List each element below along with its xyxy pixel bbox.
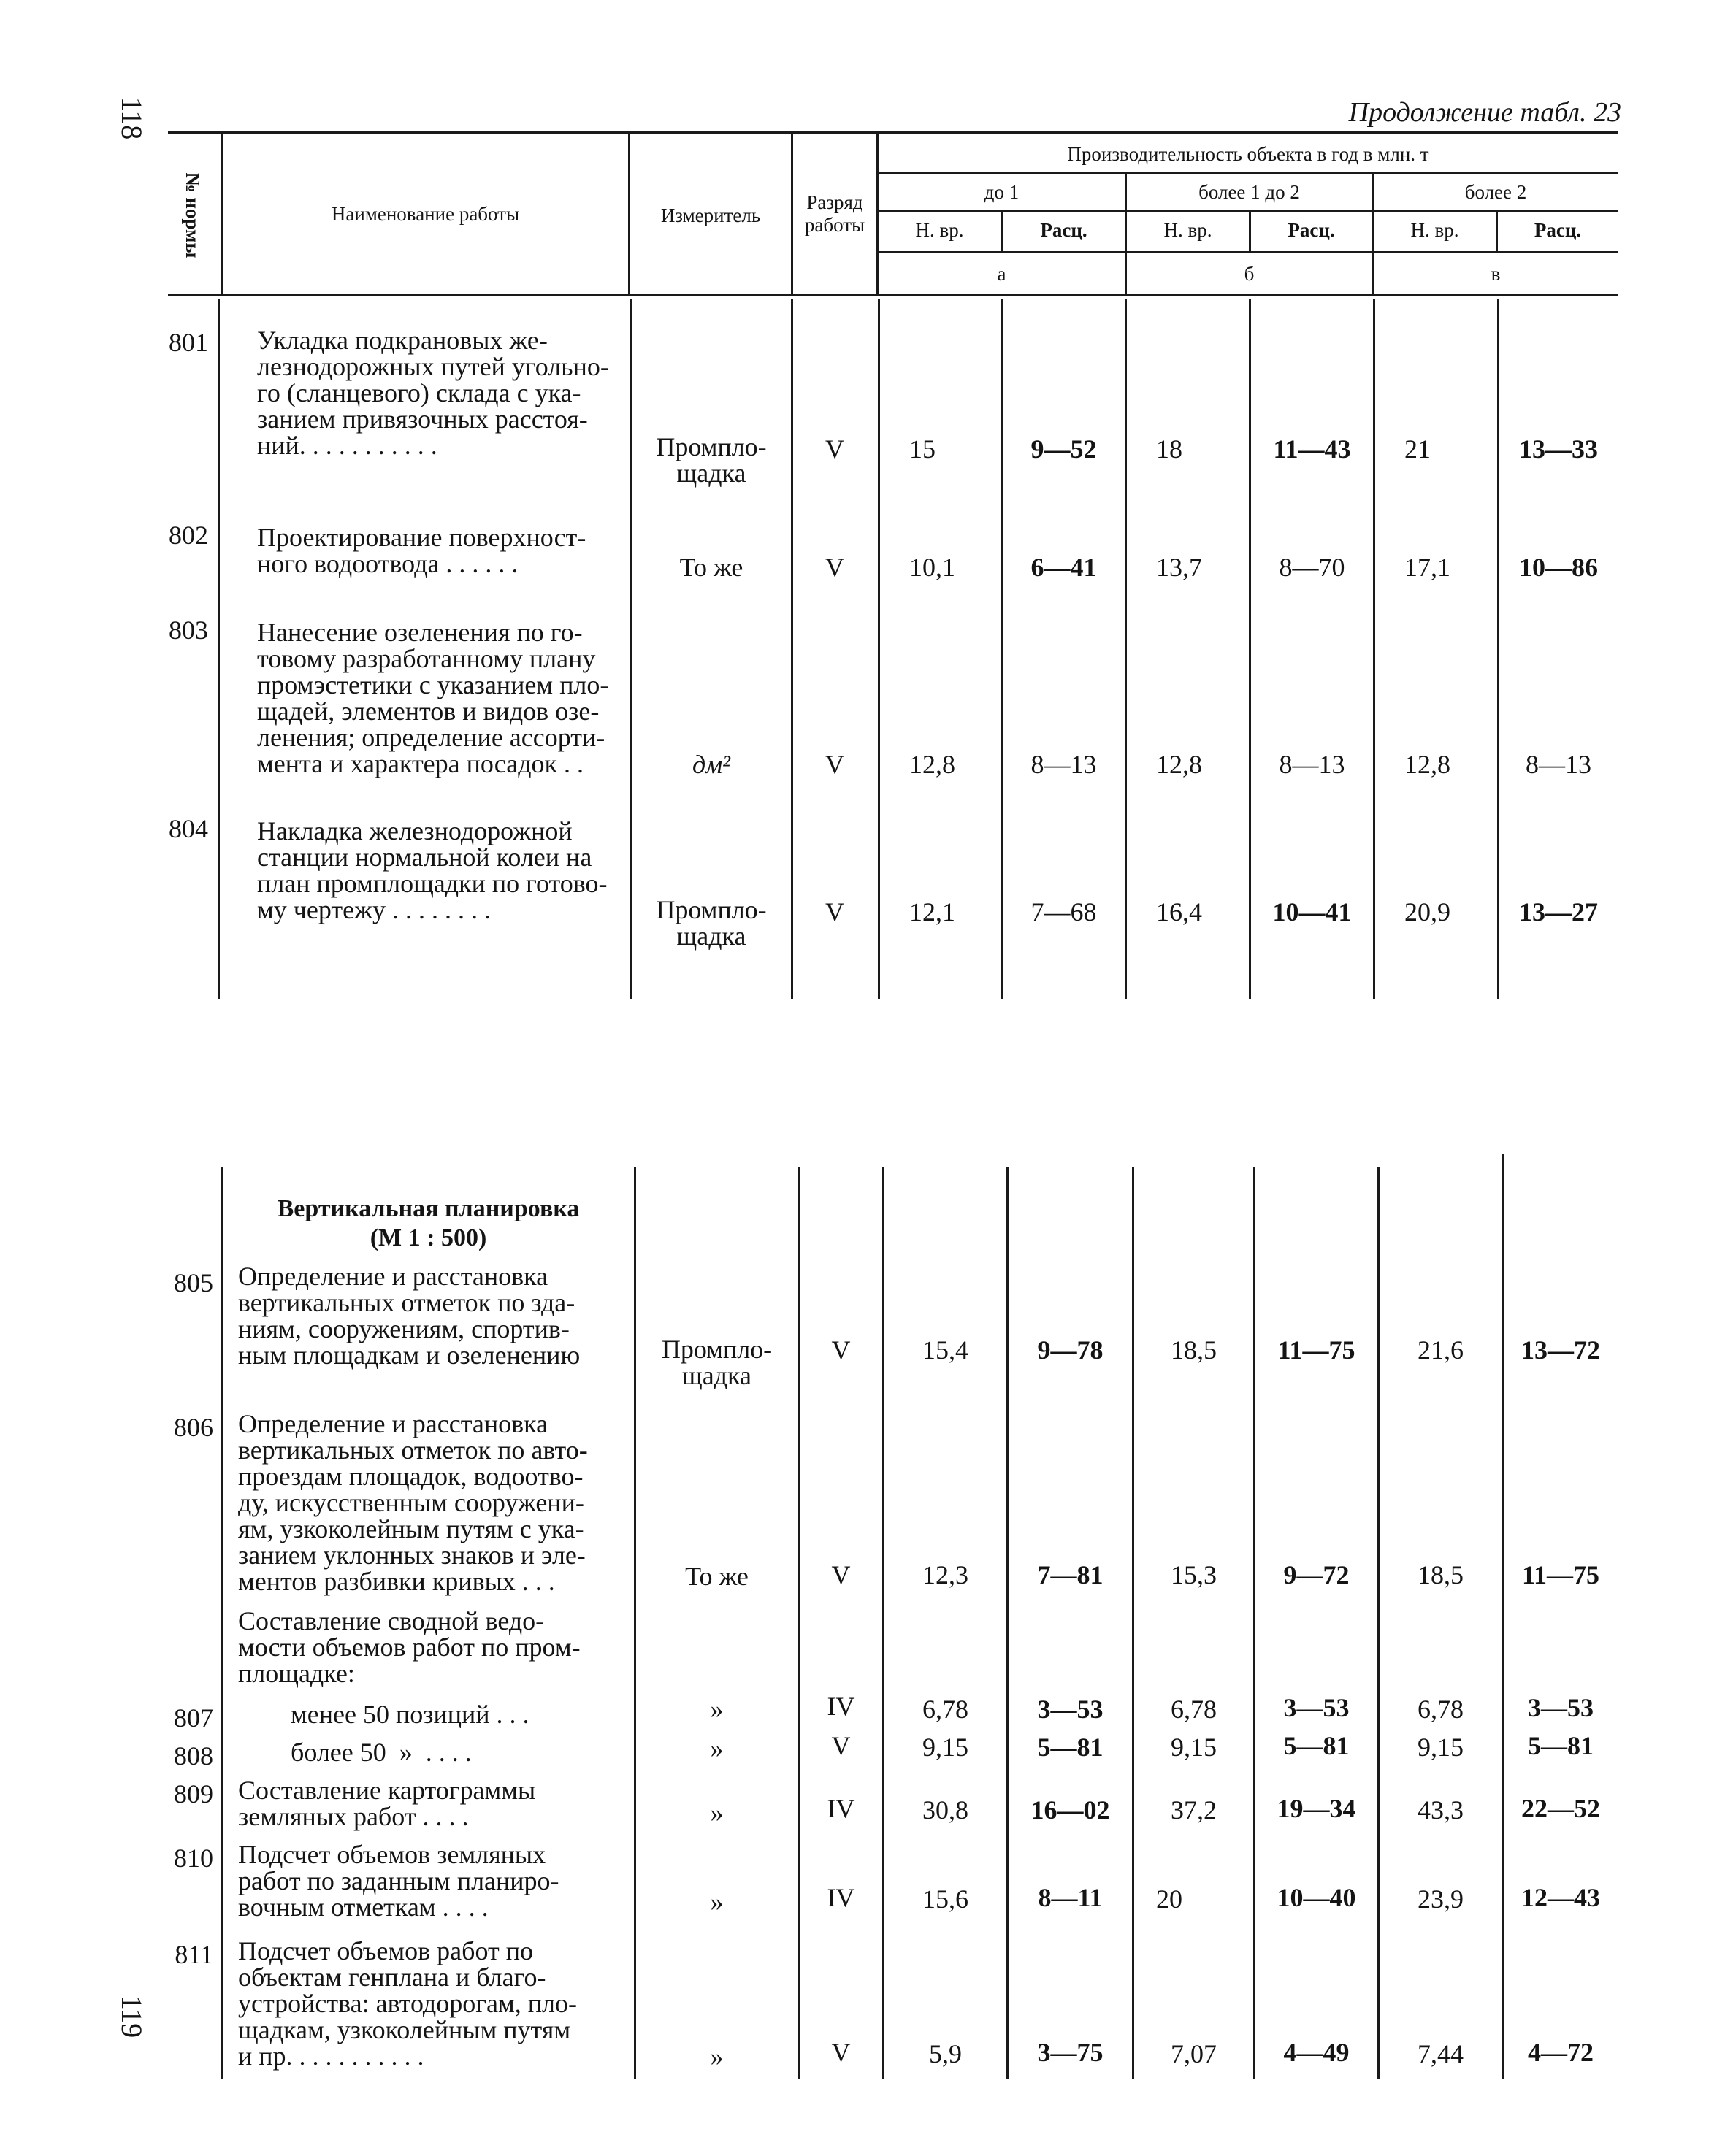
column-rule	[1377, 1167, 1380, 2079]
header-top-rule	[168, 131, 1618, 134]
norm-number: 805	[174, 1268, 213, 1297]
header-bottom-rule	[168, 294, 1618, 296]
header-sub-time: Н. вр.	[915, 219, 964, 241]
rate-a: 16—02	[1030, 1795, 1110, 1825]
rate-a: 3—75	[1037, 2038, 1104, 2067]
rate-a: 5—81	[1037, 1733, 1104, 1762]
norm-number: 801	[169, 328, 208, 357]
rate-b: 11—43	[1273, 434, 1351, 464]
header-unit: Измеритель	[660, 204, 761, 226]
rate-b: 9—72	[1283, 1560, 1350, 1589]
grade-cell: V	[831, 1731, 851, 1760]
rate-a: 7—68	[1030, 897, 1097, 927]
work-name: Составление картограммы земляных работ . . . .	[238, 1776, 536, 1831]
column-rule	[878, 299, 880, 999]
unit-cell: Промпло- щадка	[656, 895, 767, 951]
unit-cell: »	[710, 2042, 724, 2071]
header-sub-time: Н. вр.	[1410, 219, 1459, 241]
time-b: 9,15	[1171, 1733, 1217, 1762]
time-a: 12,1	[909, 897, 955, 927]
work-name: менее 50 позиций . . .	[291, 1700, 529, 1729]
header-group-2: более 1 до 2	[1198, 181, 1300, 203]
column-rule	[1373, 299, 1375, 999]
rate-c: 3—53	[1528, 1693, 1594, 1722]
rate-c: 4—72	[1528, 2038, 1594, 2067]
rate-a: 3—53	[1037, 1695, 1104, 1724]
time-c: 17,1	[1404, 553, 1450, 582]
time-b: 18,5	[1171, 1335, 1217, 1365]
grade-cell: V	[825, 750, 844, 779]
rate-c: 12—43	[1521, 1883, 1600, 1912]
time-b: 18	[1156, 434, 1182, 464]
time-b: 15,3	[1171, 1560, 1217, 1589]
norm-number: 806	[174, 1413, 213, 1442]
grade-cell: IV	[827, 1794, 855, 1823]
grade-cell: V	[831, 2038, 851, 2067]
header-group-1: до 1	[984, 181, 1020, 203]
header-letter-b: б	[1244, 263, 1255, 285]
header-group-3: более 2	[1464, 181, 1527, 203]
work-name: Подсчет объемов работ по объектам генплана и благо- устройства: автодорогам, пло- щадкам, узкоколейным путям и пр. . . . . . . . . . .	[238, 1936, 577, 2071]
time-a: 15,6	[922, 1884, 968, 1914]
norm-number: 809	[174, 1779, 213, 1808]
unit-cell: »	[710, 1887, 724, 1917]
rate-b: 8—70	[1279, 553, 1345, 582]
column-rule	[1125, 299, 1127, 999]
rate-b: 10—41	[1272, 897, 1352, 927]
rate-c: 13—72	[1521, 1335, 1600, 1365]
work-name: Нанесение озеленения по го- товому разработанному плану промэстетики с указанием пло- щадей, элементов и видов озе- ленения; определение ассорти- мента и характера посадок . .	[257, 618, 609, 778]
time-c: 12,8	[1404, 750, 1450, 779]
header-grade: Разряд работы	[804, 191, 865, 237]
time-b: 6,78	[1171, 1695, 1217, 1724]
grade-cell: V	[831, 1560, 851, 1589]
grade-cell: V	[825, 897, 844, 927]
header-sub-time: Н. вр.	[1163, 219, 1212, 241]
norm-number: 808	[174, 1741, 213, 1771]
time-b: 12,8	[1156, 750, 1202, 779]
section-title: Вертикальная планировка (М 1 : 500)	[277, 1195, 580, 1251]
time-a: 5,9	[929, 2039, 962, 2068]
time-a: 10,1	[909, 553, 955, 582]
rate-c: 22—52	[1521, 1794, 1600, 1823]
header-norm-no: № нормы	[182, 172, 204, 258]
work-name: Проектирование поверхност- ного водоотвода . . . . . .	[257, 523, 586, 578]
page-number-bottom: 119	[115, 1995, 148, 2038]
rate-b: 11—75	[1277, 1335, 1355, 1365]
unit-cell: То же	[685, 1562, 749, 1591]
column-rule	[1253, 1167, 1255, 2079]
rate-b: 4—49	[1283, 2038, 1350, 2067]
unit-cell: дм²	[692, 750, 730, 779]
time-c: 7,44	[1418, 2039, 1464, 2068]
rate-a: 9—78	[1037, 1335, 1104, 1365]
grade-cell: IV	[827, 1883, 855, 1912]
header-sub-rate: Расц.	[1288, 219, 1335, 241]
time-a: 12,3	[922, 1560, 968, 1589]
unit-cell: »	[710, 1798, 724, 1827]
unit-cell: Промпло- щадка	[656, 432, 767, 488]
norm-number: 803	[169, 615, 208, 645]
time-c: 23,9	[1418, 1884, 1464, 1914]
time-c: 21	[1404, 434, 1431, 464]
header-letter-c: в	[1491, 263, 1501, 285]
column-rule	[798, 1167, 800, 2079]
header-work-name: Наименование работы	[331, 203, 520, 225]
header-letter-a: а	[997, 263, 1006, 285]
rate-a: 8—13	[1030, 750, 1097, 779]
time-b: 16,4	[1156, 897, 1202, 927]
column-rule	[791, 299, 793, 999]
unit-cell: »	[710, 1695, 724, 1724]
norm-number: 810	[174, 1844, 213, 1873]
rate-b: 19—34	[1277, 1794, 1356, 1823]
column-rule	[1001, 299, 1003, 999]
unit-cell: То же	[679, 553, 743, 582]
time-b: 37,2	[1171, 1795, 1217, 1825]
work-name: Подсчет объемов земляных работ по заданным планиро- вочным отметкам . . . .	[238, 1840, 559, 1922]
rate-b: 10—40	[1277, 1883, 1356, 1912]
rate-c: 10—86	[1519, 553, 1598, 582]
grade-cell: IV	[827, 1692, 855, 1721]
header-rule	[878, 251, 1618, 253]
time-c: 20,9	[1404, 897, 1450, 927]
rate-c: 5—81	[1528, 1731, 1594, 1760]
time-b: 13,7	[1156, 553, 1202, 582]
page-number-top: 118	[115, 96, 148, 140]
header-sub-rate: Расц.	[1534, 219, 1582, 241]
rate-a: 9—52	[1030, 434, 1097, 464]
rate-b: 5—81	[1283, 1731, 1350, 1760]
rate-c: 13—27	[1519, 897, 1598, 927]
work-name: Составление сводной ведо- мости объемов работ по пром- площадке:	[238, 1606, 581, 1688]
header-rule	[878, 210, 1618, 212]
time-a: 6,78	[922, 1695, 968, 1724]
rate-b: 3—53	[1283, 1693, 1350, 1722]
work-name: Накладка железнодорожной станции нормальной колеи на план промплощадки по готово- му чертежу . . . . . . . .	[257, 816, 608, 924]
column-rule	[634, 1167, 636, 2079]
continuation-caption: Продолжение табл. 23	[1348, 97, 1621, 128]
time-c: 18,5	[1418, 1560, 1464, 1589]
time-c: 9,15	[1418, 1733, 1464, 1762]
time-c: 21,6	[1418, 1335, 1464, 1365]
norm-number: 802	[169, 521, 208, 550]
header-productivity: Производительность объекта в год в млн. т	[1067, 143, 1429, 165]
rate-c: 8—13	[1526, 750, 1591, 779]
header-rule	[878, 172, 1618, 174]
rate-a: 8—11	[1038, 1883, 1103, 1912]
column-rule	[1502, 1154, 1504, 2079]
time-a: 9,15	[922, 1733, 968, 1762]
time-a: 15,4	[922, 1335, 968, 1365]
norm-number: 807	[174, 1703, 213, 1733]
work-name: более 50 » . . . .	[291, 1738, 472, 1767]
work-name: Определение и расстановка вертикальных отметок по зда- ниям, сооружениям, спортив- ным площадкам и озеленению	[238, 1262, 581, 1370]
column-rule	[218, 299, 220, 999]
time-c: 6,78	[1418, 1695, 1464, 1724]
work-name: Определение и расстановка вертикальных отметок по авто- проездам площадок, водоотво- ду, искусственным сооружени- ям, узкоколейным путям с ука- занием уклонных знаков и эле- ментов разбивки кривых . . .	[238, 1409, 588, 1596]
time-a: 12,8	[909, 750, 955, 779]
unit-cell: »	[710, 1734, 724, 1763]
norm-number: 811	[175, 1940, 213, 1969]
column-rule	[221, 1167, 223, 2079]
work-name: Укладка подкрановых же- лезнодорожных путей угольно- го (сланцевого) склада с ука- занием привязочных расстоя- ний. . . . . . . . . . .	[257, 326, 609, 460]
grade-cell: V	[825, 434, 844, 464]
header-sub-rate: Расц.	[1040, 219, 1087, 241]
column-rule	[1249, 299, 1251, 999]
time-a: 30,8	[922, 1795, 968, 1825]
grade-cell: V	[831, 1335, 851, 1365]
rate-c: 13—33	[1519, 434, 1598, 464]
column-rule	[1497, 299, 1499, 999]
grade-cell: V	[825, 553, 844, 582]
rate-c: 11—75	[1521, 1560, 1599, 1589]
rate-b: 8—13	[1279, 750, 1345, 779]
rate-a: 7—81	[1037, 1560, 1104, 1589]
time-c: 43,3	[1418, 1795, 1464, 1825]
time-b: 7,07	[1171, 2039, 1217, 2068]
unit-cell: Промпло- щадка	[661, 1335, 773, 1390]
column-rule	[882, 1167, 884, 2079]
time-a: 15	[909, 434, 936, 464]
column-rule	[1006, 1167, 1009, 2079]
rate-a: 6—41	[1030, 553, 1097, 582]
time-b: 20	[1156, 1884, 1182, 1914]
norm-number: 804	[169, 814, 208, 843]
column-rule	[630, 299, 632, 999]
column-rule	[1132, 1167, 1134, 2079]
